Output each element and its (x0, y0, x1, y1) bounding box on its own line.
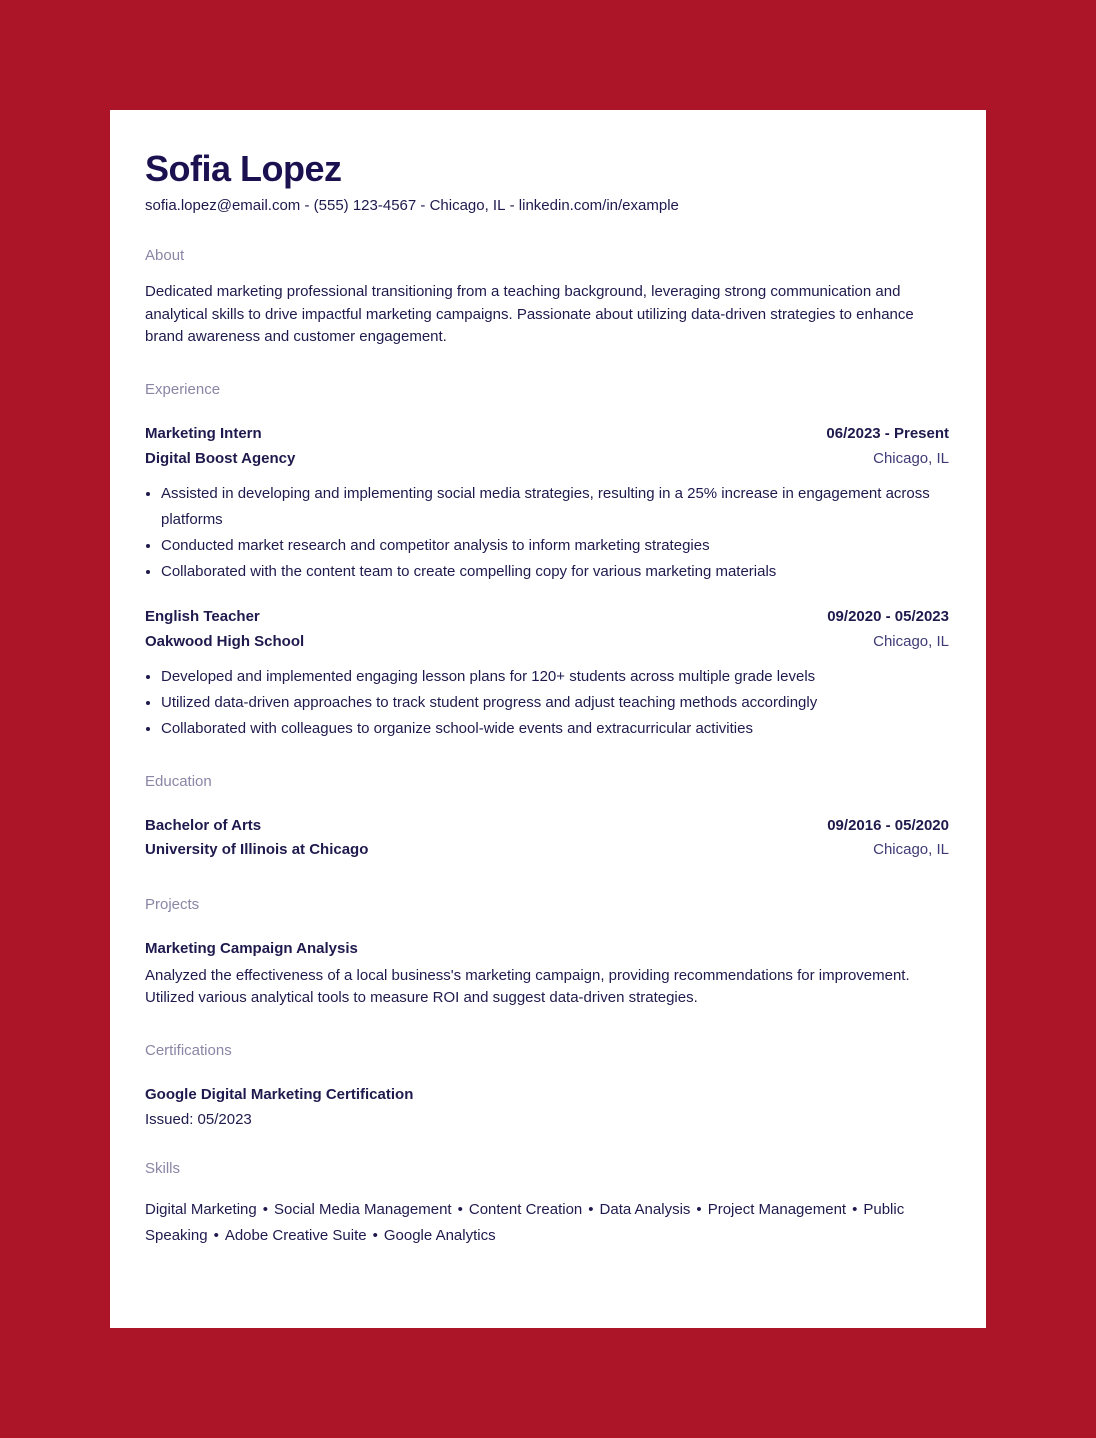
about-text: Dedicated marketing professional transitioning from a teaching background, leveraging strong communication and analytical skills to drive impactful marketing campaigns. Passionate about utilizing data-driven strategies to enhance brand awareness and customer engagement. (145, 283, 914, 345)
job-role: English Teacher (145, 607, 260, 625)
contact-separator: - (416, 197, 430, 214)
section-title-projects: Projects (145, 895, 200, 913)
list-item: • Collaborated with colleagues to organize school-wide events and extracurricular activities (161, 716, 949, 742)
skill-separator: • (372, 1226, 378, 1244)
project-entry (145, 937, 949, 1010)
skill-item: Data Analysis (599, 1200, 691, 1218)
skill-separator: • (262, 1200, 268, 1218)
project-name: Marketing Campaign Analysis (145, 939, 358, 957)
job-location: Chicago, IL (873, 449, 949, 467)
job-company: Digital Boost Agency (145, 449, 296, 467)
education-degree: Bachelor of Arts (145, 816, 262, 834)
skill-separator: • (457, 1200, 463, 1218)
job-entry (145, 421, 949, 585)
list-item: • Assisted in developing and implementing social media strategies, resulting in a 25% increase in engagement across platforms (161, 481, 949, 533)
job-role: Marketing Intern (145, 424, 262, 442)
job-location: Chicago, IL (873, 632, 949, 650)
certification-name: Google Digital Marketing Certification (145, 1085, 414, 1103)
certification-issued: Issued: 05/2023 (145, 1110, 252, 1128)
education-school: University of Illinois at Chicago (145, 840, 369, 858)
section-title-about: About (145, 247, 185, 264)
section-title-certifications: Certifications (145, 1041, 232, 1059)
job-dates: 09/2020 - 05/2023 (827, 607, 949, 625)
job-company: Oakwood High School (145, 632, 305, 650)
contact-separator: - (300, 197, 314, 214)
education-entry (145, 814, 949, 862)
list-item: • Conducted market research and competitor analysis to inform marketing strategies (161, 533, 949, 559)
job-entry (145, 604, 949, 742)
skill-separator: • (213, 1226, 219, 1244)
list-item: • Utilized data-driven approaches to track student progress and adjust teaching methods accordingly (161, 690, 949, 716)
education-location: Chicago, IL (873, 840, 949, 858)
skill-item: Content Creation (468, 1200, 583, 1218)
skill-separator: • (696, 1200, 702, 1218)
candidate-name: Sofia Lopez (145, 148, 342, 189)
project-description: Analyzed the effectiveness of a local business's marketing campaign, providing recommendations for improvement. Utilized various analytical tools to measure ROI and suggest data-driven strategies. (145, 966, 910, 1006)
skill-item: Adobe Creative Suite (224, 1226, 367, 1244)
skill-separator: • (588, 1200, 594, 1218)
job-dates: 06/2023 - Present (826, 424, 949, 442)
contact-linkedin: linkedin.com/in/example (518, 197, 679, 214)
section-title-education: Education (145, 772, 212, 790)
contact-separator: - (505, 197, 519, 214)
section-title-experience: Experience (145, 380, 221, 398)
education-dates: 09/2016 - 05/2020 (827, 816, 949, 834)
contact-email: sofia.lopez@email.com (145, 197, 301, 214)
skill-item: Social Media Management (273, 1200, 452, 1218)
skill-item: Digital Marketing (145, 1200, 257, 1218)
list-item: • Developed and implemented engaging lesson plans for 120+ students across multiple grade levels (161, 664, 949, 690)
section-title-skills: Skills (145, 1159, 181, 1177)
list-item: • Collaborated with the content team to create compelling copy for various marketing materials (161, 559, 949, 585)
contact-line (145, 196, 949, 216)
skill-item: Public Speaking (145, 1200, 905, 1244)
resume-page (110, 110, 986, 1328)
skill-item: Project Management (707, 1200, 847, 1218)
certification-entry (145, 1083, 949, 1133)
contact-phone: (555) 123-4567 (313, 197, 417, 214)
skill-item: Google Analytics (383, 1226, 496, 1244)
skill-separator: • (852, 1200, 858, 1218)
skills-list (145, 1197, 925, 1249)
job-bullets (145, 481, 949, 585)
contact-location: Chicago, IL (429, 197, 506, 214)
job-bullets (145, 664, 949, 742)
